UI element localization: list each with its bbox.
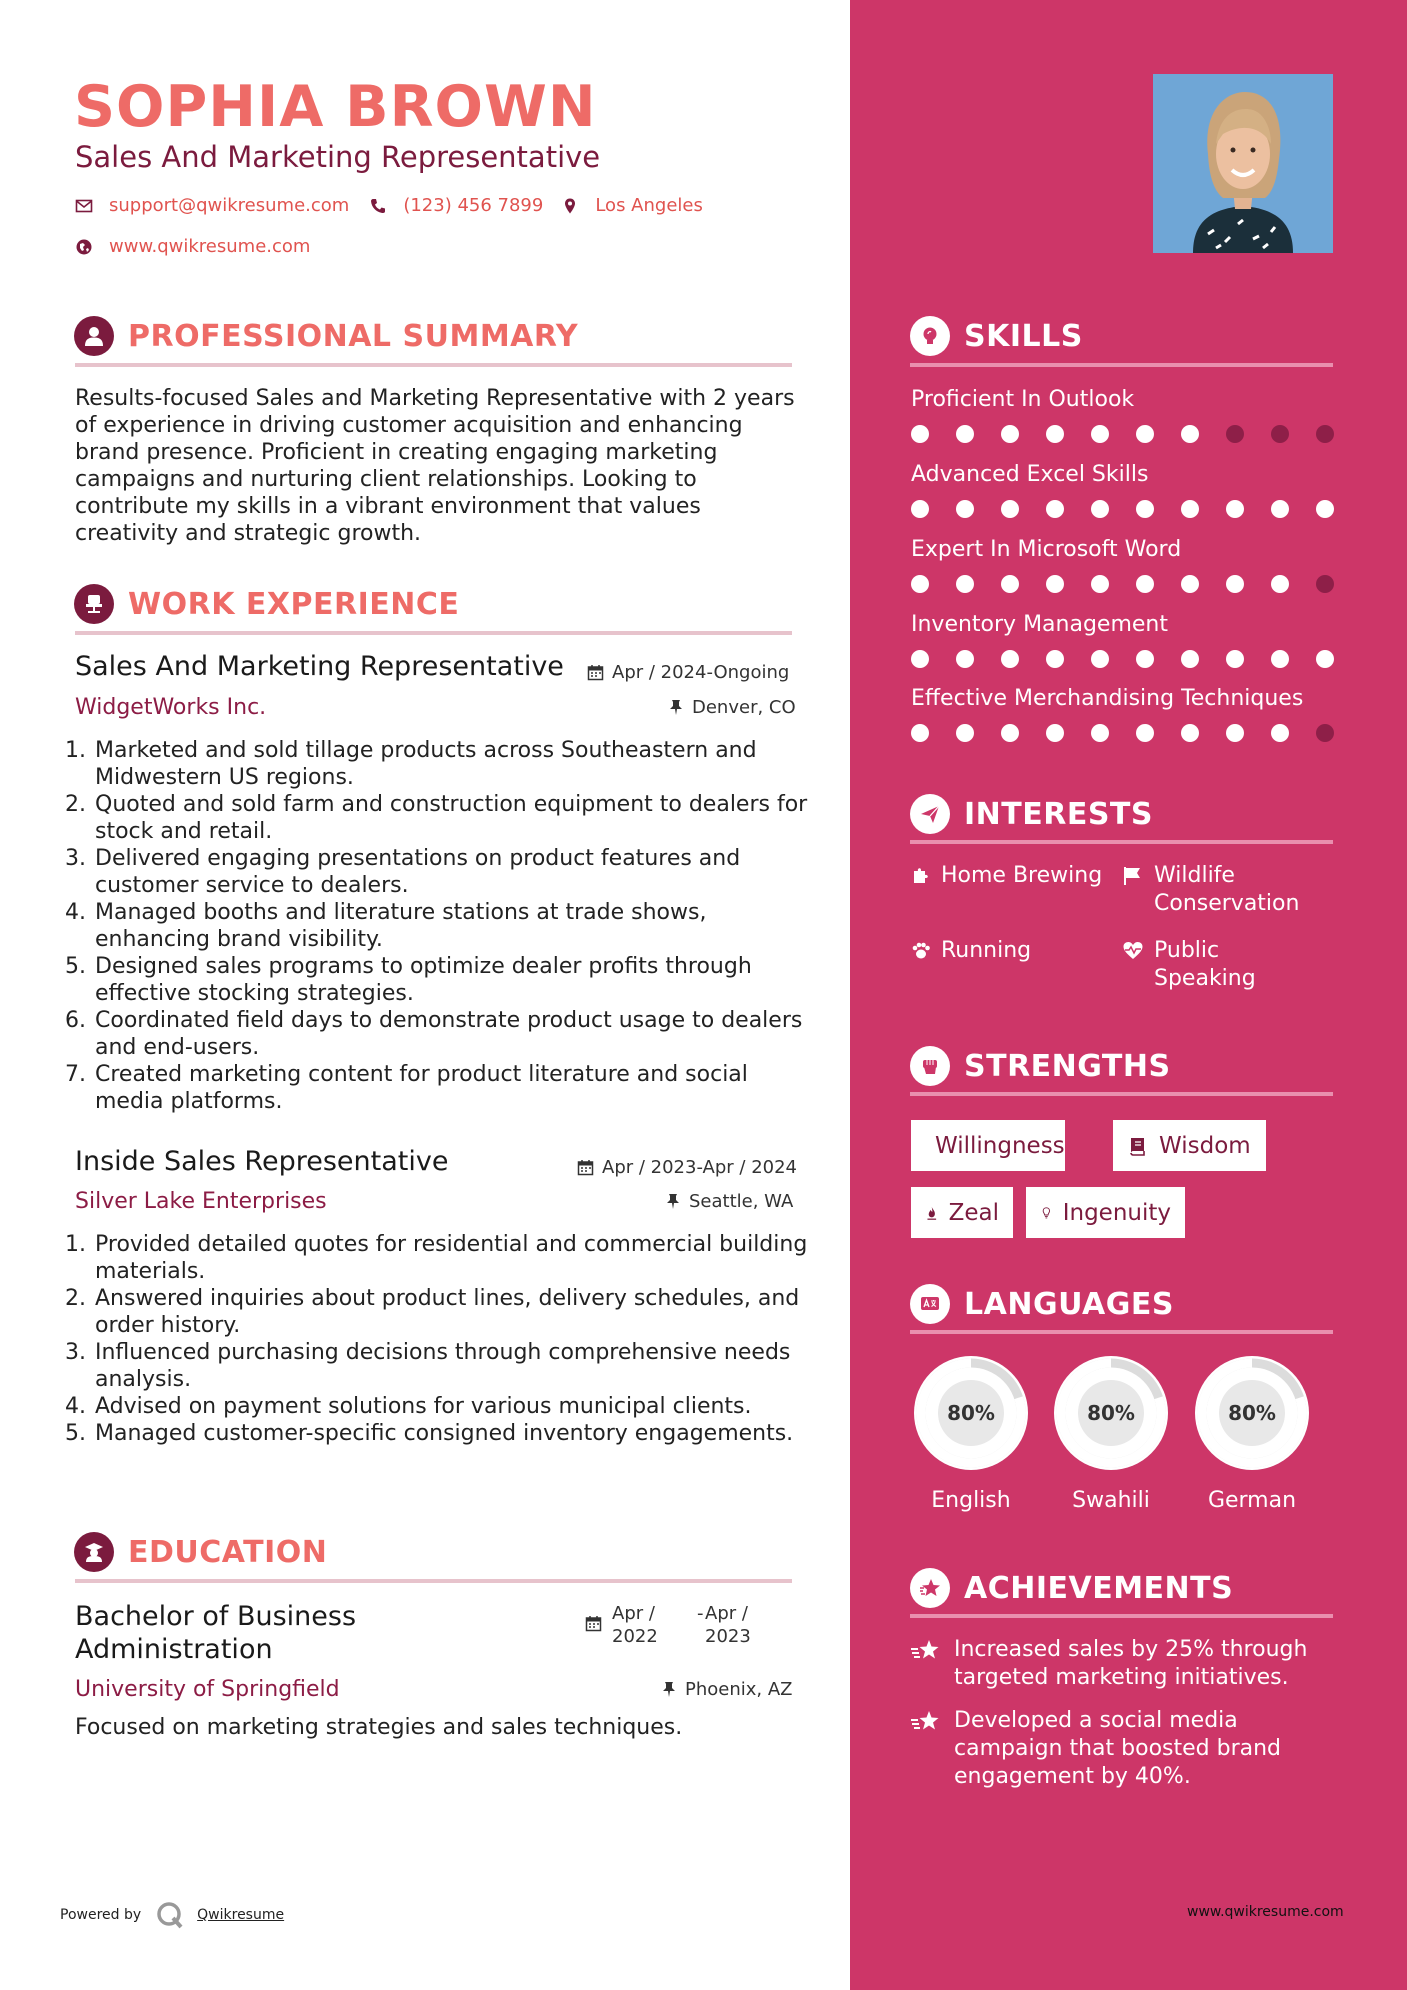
skill-label: Proficient In Outlook — [911, 387, 1135, 412]
rating-dot-empty — [1226, 425, 1244, 443]
location-text: Los Angeles — [595, 195, 703, 216]
interest-label: Home Brewing — [941, 863, 1103, 888]
rating-dot-filled — [1091, 650, 1109, 668]
rating-dot-filled — [1091, 425, 1109, 443]
achievements-heading — [910, 1568, 1233, 1608]
skills-divider — [910, 363, 1333, 367]
fist-icon — [910, 1046, 950, 1086]
skill-label: Advanced Excel Skills — [911, 462, 1149, 487]
language-percent: 80% — [947, 1401, 995, 1425]
star-badge-icon — [910, 1568, 950, 1608]
footer-powered — [60, 1900, 284, 1930]
skill-label: Effective Merchandising Techniques — [911, 686, 1304, 711]
footer-url[interactable]: www.qwikresume.com — [1187, 1904, 1344, 1920]
job-bullets — [75, 737, 808, 1115]
rating-dot-filled — [1136, 500, 1154, 518]
rating-dot-filled — [1226, 575, 1244, 593]
rating-dot-filled — [1226, 650, 1244, 668]
languages-heading — [910, 1284, 1174, 1324]
puzzle-icon — [911, 865, 931, 887]
pin-icon — [668, 699, 684, 716]
school-name: University of Springfield — [75, 1677, 340, 1702]
interest-item — [911, 862, 1102, 890]
skill-rating — [911, 500, 1334, 518]
rating-dot-filled — [1136, 575, 1154, 593]
rating-dot-filled — [1001, 575, 1019, 593]
list-item: 1. Marketed and sold tillage products across Southeastern and Midwestern US regions. — [93, 737, 808, 791]
achievement-item — [910, 1636, 1330, 1692]
globe-icon — [75, 238, 93, 256]
lightbulb-icon — [1040, 1202, 1053, 1224]
rating-dot-filled — [1046, 650, 1064, 668]
skill-rating — [911, 575, 1334, 593]
interest-item — [1122, 937, 1312, 993]
skills-heading — [910, 316, 1083, 356]
rating-dot-filled — [1046, 500, 1064, 518]
qwikresume-link[interactable]: Qwikresume — [197, 1907, 285, 1923]
book-icon — [1127, 1135, 1149, 1157]
rating-dot-empty — [1316, 724, 1334, 742]
skill-label: Inventory Management — [911, 612, 1168, 637]
phone-number: (123) 456 7899 — [403, 195, 544, 216]
language-name: Swahili — [1072, 1488, 1150, 1513]
education-end: Apr / 2023 — [705, 1603, 751, 1647]
skill-rating — [911, 650, 1334, 668]
calendar-icon — [587, 664, 604, 681]
rating-dot-filled — [1271, 575, 1289, 593]
job-location — [665, 1191, 793, 1212]
rating-dot-filled — [1136, 724, 1154, 742]
interests-divider — [910, 840, 1333, 844]
rating-dot-filled — [911, 575, 929, 593]
rating-dot-filled — [1271, 500, 1289, 518]
rating-dot-filled — [1181, 650, 1199, 668]
rating-dot-filled — [1046, 724, 1064, 742]
achievements-divider — [910, 1614, 1333, 1618]
rating-dot-filled — [1001, 724, 1019, 742]
education-start: Apr / 2022 — [612, 1603, 658, 1647]
summary-title: PROFESSIONAL SUMMARY — [128, 318, 579, 354]
rating-dot-filled — [911, 500, 929, 518]
job-title: Inside Sales Representative — [75, 1146, 449, 1177]
rating-dot-empty — [1316, 575, 1334, 593]
user-icon — [74, 316, 114, 356]
list-item: 4. Managed booths and literature stations at trade shows, enhancing brand visibility. — [93, 899, 808, 953]
rating-dot-filled — [1226, 724, 1244, 742]
rating-dot-filled — [1316, 500, 1334, 518]
language-icon — [910, 1284, 950, 1324]
powered-by-text: Powered by — [60, 1907, 142, 1923]
rating-dot-filled — [956, 575, 974, 593]
rating-dot-filled — [1136, 425, 1154, 443]
website-link[interactable]: www.qwikresume.com — [109, 236, 311, 257]
rating-dot-filled — [1001, 500, 1019, 518]
language-percent: 80% — [1228, 1401, 1276, 1425]
rating-dot-filled — [1226, 500, 1244, 518]
skill-rating — [911, 425, 1334, 443]
list-item: 6. Coordinated field days to demonstrate product usage to dealers and end-users. — [93, 1007, 808, 1061]
rating-dot-filled — [956, 650, 974, 668]
lightbulb-icon — [910, 316, 950, 356]
school-location — [661, 1679, 793, 1700]
chair-icon — [74, 584, 114, 624]
rating-dot-filled — [911, 724, 929, 742]
interests-heading — [910, 794, 1153, 834]
languages-title: LANGUAGES — [964, 1286, 1174, 1322]
rating-dot-filled — [1091, 575, 1109, 593]
phone-icon — [369, 197, 387, 215]
strength-label: Wisdom — [1159, 1132, 1251, 1159]
calendar-icon — [585, 1615, 602, 1636]
list-item: 2. Answered inquiries about product lines, delivery schedules, and order history. — [93, 1285, 808, 1339]
list-item: 3. Influenced purchasing decisions through comprehensive needs analysis. — [93, 1339, 808, 1393]
interest-item — [911, 937, 1031, 965]
strengths-heading — [910, 1046, 1171, 1086]
pin-icon — [661, 1681, 677, 1698]
strength-tag — [1026, 1187, 1185, 1238]
job-location — [668, 697, 796, 718]
list-item: 1. Provided detailed quotes for residential and commercial building materials. — [93, 1231, 808, 1285]
shooting-star-icon — [910, 1638, 942, 1664]
rating-dot-filled — [1136, 650, 1154, 668]
experience-divider — [75, 631, 792, 635]
fire-icon — [925, 1202, 939, 1224]
pin-icon — [665, 1193, 681, 1210]
qwikresume-logo-icon — [155, 1900, 185, 1930]
graduate-icon — [74, 1532, 114, 1572]
rating-dot-filled — [1181, 425, 1199, 443]
education-title: EDUCATION — [128, 1534, 328, 1570]
rating-dot-filled — [1001, 425, 1019, 443]
education-heading — [74, 1532, 327, 1572]
website-row — [75, 236, 310, 257]
language-name: German — [1207, 1488, 1297, 1513]
rating-dot-filled — [956, 724, 974, 742]
rating-dot-filled — [1091, 500, 1109, 518]
achievement-text: Increased sales by 25% through targeted marketing initiatives. — [954, 1637, 1308, 1690]
strength-label: Zeal — [948, 1199, 999, 1226]
job-dates — [587, 662, 789, 683]
strength-tag — [1113, 1120, 1266, 1171]
contact-row — [75, 195, 703, 216]
rating-dot-filled — [1181, 500, 1199, 518]
date-separator: - — [697, 1603, 704, 1624]
rating-dot-filled — [1091, 724, 1109, 742]
interest-label: Running — [941, 938, 1032, 963]
skill-rating — [911, 724, 1334, 742]
shooting-star-icon — [910, 1709, 942, 1735]
interest-label: Public Speaking — [1154, 938, 1256, 991]
language-ring — [1191, 1352, 1313, 1474]
strength-label: Willingness — [935, 1132, 1065, 1159]
language-ring — [910, 1352, 1032, 1474]
rating-dot-filled — [1181, 575, 1199, 593]
rating-dot-filled — [911, 650, 929, 668]
email-link[interactable]: support@qwikresume.com — [109, 195, 350, 216]
rating-dot-filled — [1316, 650, 1334, 668]
list-item: 5. Managed customer-specific consigned inventory engagements. — [93, 1420, 808, 1447]
experience-heading — [74, 584, 459, 624]
job-title: Sales And Marketing Representative — [75, 651, 564, 682]
job-bullets — [75, 1231, 808, 1447]
rating-dot-filled — [1001, 650, 1019, 668]
job-location-text: Seattle, WA — [689, 1191, 794, 1212]
map-marker-icon — [561, 197, 579, 215]
achievement-text: Developed a social media campaign that boosted brand engagement by 40%. — [954, 1708, 1282, 1789]
summary-heading — [74, 316, 578, 356]
rating-dot-filled — [956, 500, 974, 518]
rating-dot-filled — [1046, 425, 1064, 443]
rating-dot-filled — [1181, 724, 1199, 742]
education-divider — [75, 1579, 792, 1583]
skill-label: Expert In Microsoft Word — [911, 537, 1182, 562]
skills-title: SKILLS — [964, 318, 1083, 354]
achievement-item — [910, 1707, 1330, 1791]
envelope-icon — [75, 197, 93, 215]
school-location-text: Phoenix, AZ — [685, 1679, 793, 1700]
strength-tag — [911, 1120, 1065, 1171]
list-item: 3. Delivered engaging presentations on product features and customer service to dealers. — [93, 845, 808, 899]
calendar-icon — [577, 1159, 594, 1176]
languages-divider — [910, 1330, 1333, 1334]
list-item: 7. Created marketing content for product literature and social media platforms. — [93, 1061, 808, 1115]
experience-title: WORK EXPERIENCE — [128, 586, 460, 622]
interests-title: INTERESTS — [964, 796, 1153, 832]
rating-dot-empty — [1316, 425, 1334, 443]
candidate-name: SOPHIA BROWN — [74, 74, 597, 140]
candidate-title: Sales And Marketing Representative — [75, 140, 601, 174]
job-dates — [577, 1157, 797, 1178]
rating-dot-filled — [956, 425, 974, 443]
interest-label: Wildlife Conservation — [1154, 863, 1300, 916]
rating-dot-filled — [1046, 575, 1064, 593]
flag-icon — [1122, 865, 1144, 887]
language-ring — [1050, 1352, 1172, 1474]
rating-dot-filled — [1271, 650, 1289, 668]
paw-icon — [911, 940, 931, 962]
summary-divider — [75, 363, 792, 367]
profile-photo — [1153, 74, 1333, 253]
achievements-title: ACHIEVEMENTS — [964, 1570, 1234, 1606]
strengths-divider — [910, 1092, 1333, 1096]
list-item: 2. Quoted and sold farm and construction equipment to dealers for stock and retail. — [93, 791, 808, 845]
job-location-text: Denver, CO — [692, 697, 796, 718]
language-name: English — [931, 1488, 1011, 1513]
job-dates-text: Apr / 2024-Ongoing — [612, 662, 790, 683]
rating-dot-filled — [911, 425, 929, 443]
strength-tag — [911, 1187, 1013, 1238]
rating-dot-filled — [1271, 724, 1289, 742]
paper-plane-icon — [910, 794, 950, 834]
list-item: 5. Designed sales programs to optimize dealer profits through effective stocking strategies. — [93, 953, 808, 1007]
summary-text: Results-focused Sales and Marketing Representative with 2 years of experience in driving customer acquisition and enhancing brand presence. Proficient in creating engaging marketing campaigns and nurturing client relationships. Looking to contribute my skills in a vibrant environment that values creativity and strategic growth. — [75, 386, 795, 546]
company-name: WidgetWorks Inc. — [75, 695, 267, 720]
language-percent: 80% — [1087, 1401, 1135, 1425]
heartbeat-icon — [1122, 940, 1144, 962]
job-dates-text: Apr / 2023-Apr / 2024 — [602, 1157, 798, 1178]
strength-label: Ingenuity — [1062, 1199, 1171, 1226]
degree-title: Bachelor of Business Administration — [75, 1601, 357, 1665]
strengths-title: STRENGTHS — [964, 1048, 1171, 1084]
education-description: Focused on marketing strategies and sales techniques. — [75, 1715, 683, 1740]
interest-item — [1122, 862, 1322, 918]
list-item: 4. Advised on payment solutions for various municipal clients. — [93, 1393, 808, 1420]
rating-dot-empty — [1271, 425, 1289, 443]
company-name: Silver Lake Enterprises — [75, 1189, 327, 1214]
